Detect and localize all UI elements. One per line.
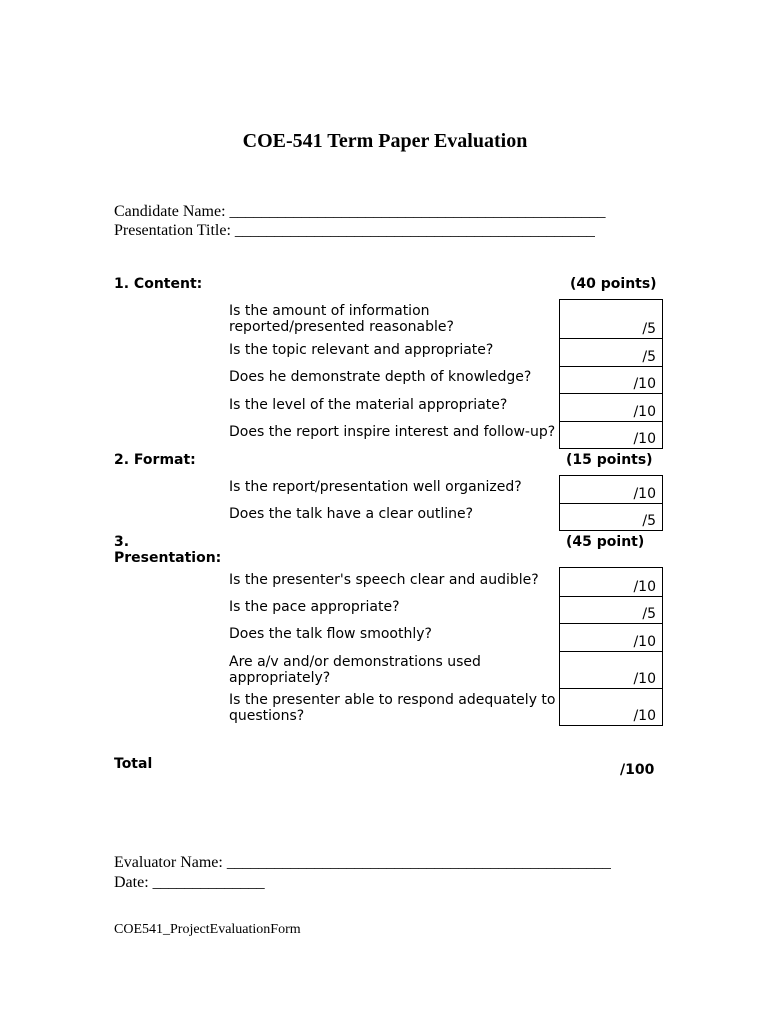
presentation-title-field[interactable]: Presentation Title: _____________________________________________ xyxy=(114,222,595,239)
question-content-5: Does the report inspire interest and follow-up? xyxy=(229,424,556,440)
section-presentation-label: 3. Presentation: xyxy=(114,534,222,566)
page-title: COE-541 Term Paper Evaluation xyxy=(242,130,528,152)
score-box-presentation-2[interactable] xyxy=(559,596,663,624)
score-max: /10 xyxy=(633,634,656,650)
score-max: /5 xyxy=(642,321,656,337)
question-content-4: Is the level of the material appropriate? xyxy=(229,397,508,413)
question-presentation-3: Does the talk flow smoothly? xyxy=(229,626,432,642)
question-content-2: Is the topic relevant and appropriate? xyxy=(229,342,494,358)
date-field[interactable]: Date: ______________ xyxy=(114,874,265,891)
score-max: /10 xyxy=(633,579,656,595)
total-value: /100 xyxy=(620,762,655,778)
score-max: /10 xyxy=(633,404,656,420)
score-box-content-5[interactable] xyxy=(559,421,663,449)
score-box-content-2[interactable] xyxy=(559,338,663,367)
score-max: /5 xyxy=(642,349,656,365)
score-max: /5 xyxy=(642,513,656,529)
question-presentation-5: Is the presenter able to respond adequately to questions? xyxy=(229,692,556,724)
question-presentation-4: Are a/v and/or demonstrations used appropriately? xyxy=(229,654,481,686)
score-max: /10 xyxy=(633,431,656,447)
question-content-3: Does he demonstrate depth of knowledge? xyxy=(229,369,532,385)
score-box-content-3[interactable] xyxy=(559,366,663,394)
score-box-content-4[interactable] xyxy=(559,393,663,422)
section-content-points: (40 points) xyxy=(570,276,657,292)
score-box-format-2[interactable] xyxy=(559,503,663,531)
section-format-label: 2. Format: xyxy=(114,452,196,468)
question-presentation-1: Is the presenter's speech clear and audible? xyxy=(229,572,539,588)
candidate-name-field[interactable]: Candidate Name: _______________________________________________ xyxy=(114,203,606,220)
score-box-presentation-1[interactable] xyxy=(559,567,663,597)
section-format-points: (15 points) xyxy=(566,452,653,468)
form-footer-id: COE541_ProjectEvaluationForm xyxy=(114,922,301,937)
total-label: Total xyxy=(114,756,153,772)
score-max: /10 xyxy=(633,671,656,687)
score-max: /10 xyxy=(633,376,656,392)
score-box-presentation-3[interactable] xyxy=(559,623,663,652)
question-content-1: Is the amount of information reported/presented reasonable? xyxy=(229,303,454,335)
question-format-1: Is the report/presentation well organized? xyxy=(229,479,522,495)
score-max: /5 xyxy=(642,606,656,622)
score-box-format-1[interactable] xyxy=(559,475,663,504)
question-presentation-2: Is the pace appropriate? xyxy=(229,599,400,615)
question-format-2: Does the talk have a clear outline? xyxy=(229,506,474,522)
score-box-presentation-4[interactable] xyxy=(559,651,663,689)
score-max: /10 xyxy=(633,708,656,724)
evaluator-name-field[interactable]: Evaluator Name: ________________________________________________ xyxy=(114,854,611,871)
score-max: /10 xyxy=(633,486,656,502)
score-box-content-1[interactable] xyxy=(559,299,663,339)
section-content-label: 1. Content: xyxy=(114,276,203,292)
score-box-presentation-5[interactable] xyxy=(559,688,663,726)
section-presentation-points: (45 point) xyxy=(566,534,645,550)
